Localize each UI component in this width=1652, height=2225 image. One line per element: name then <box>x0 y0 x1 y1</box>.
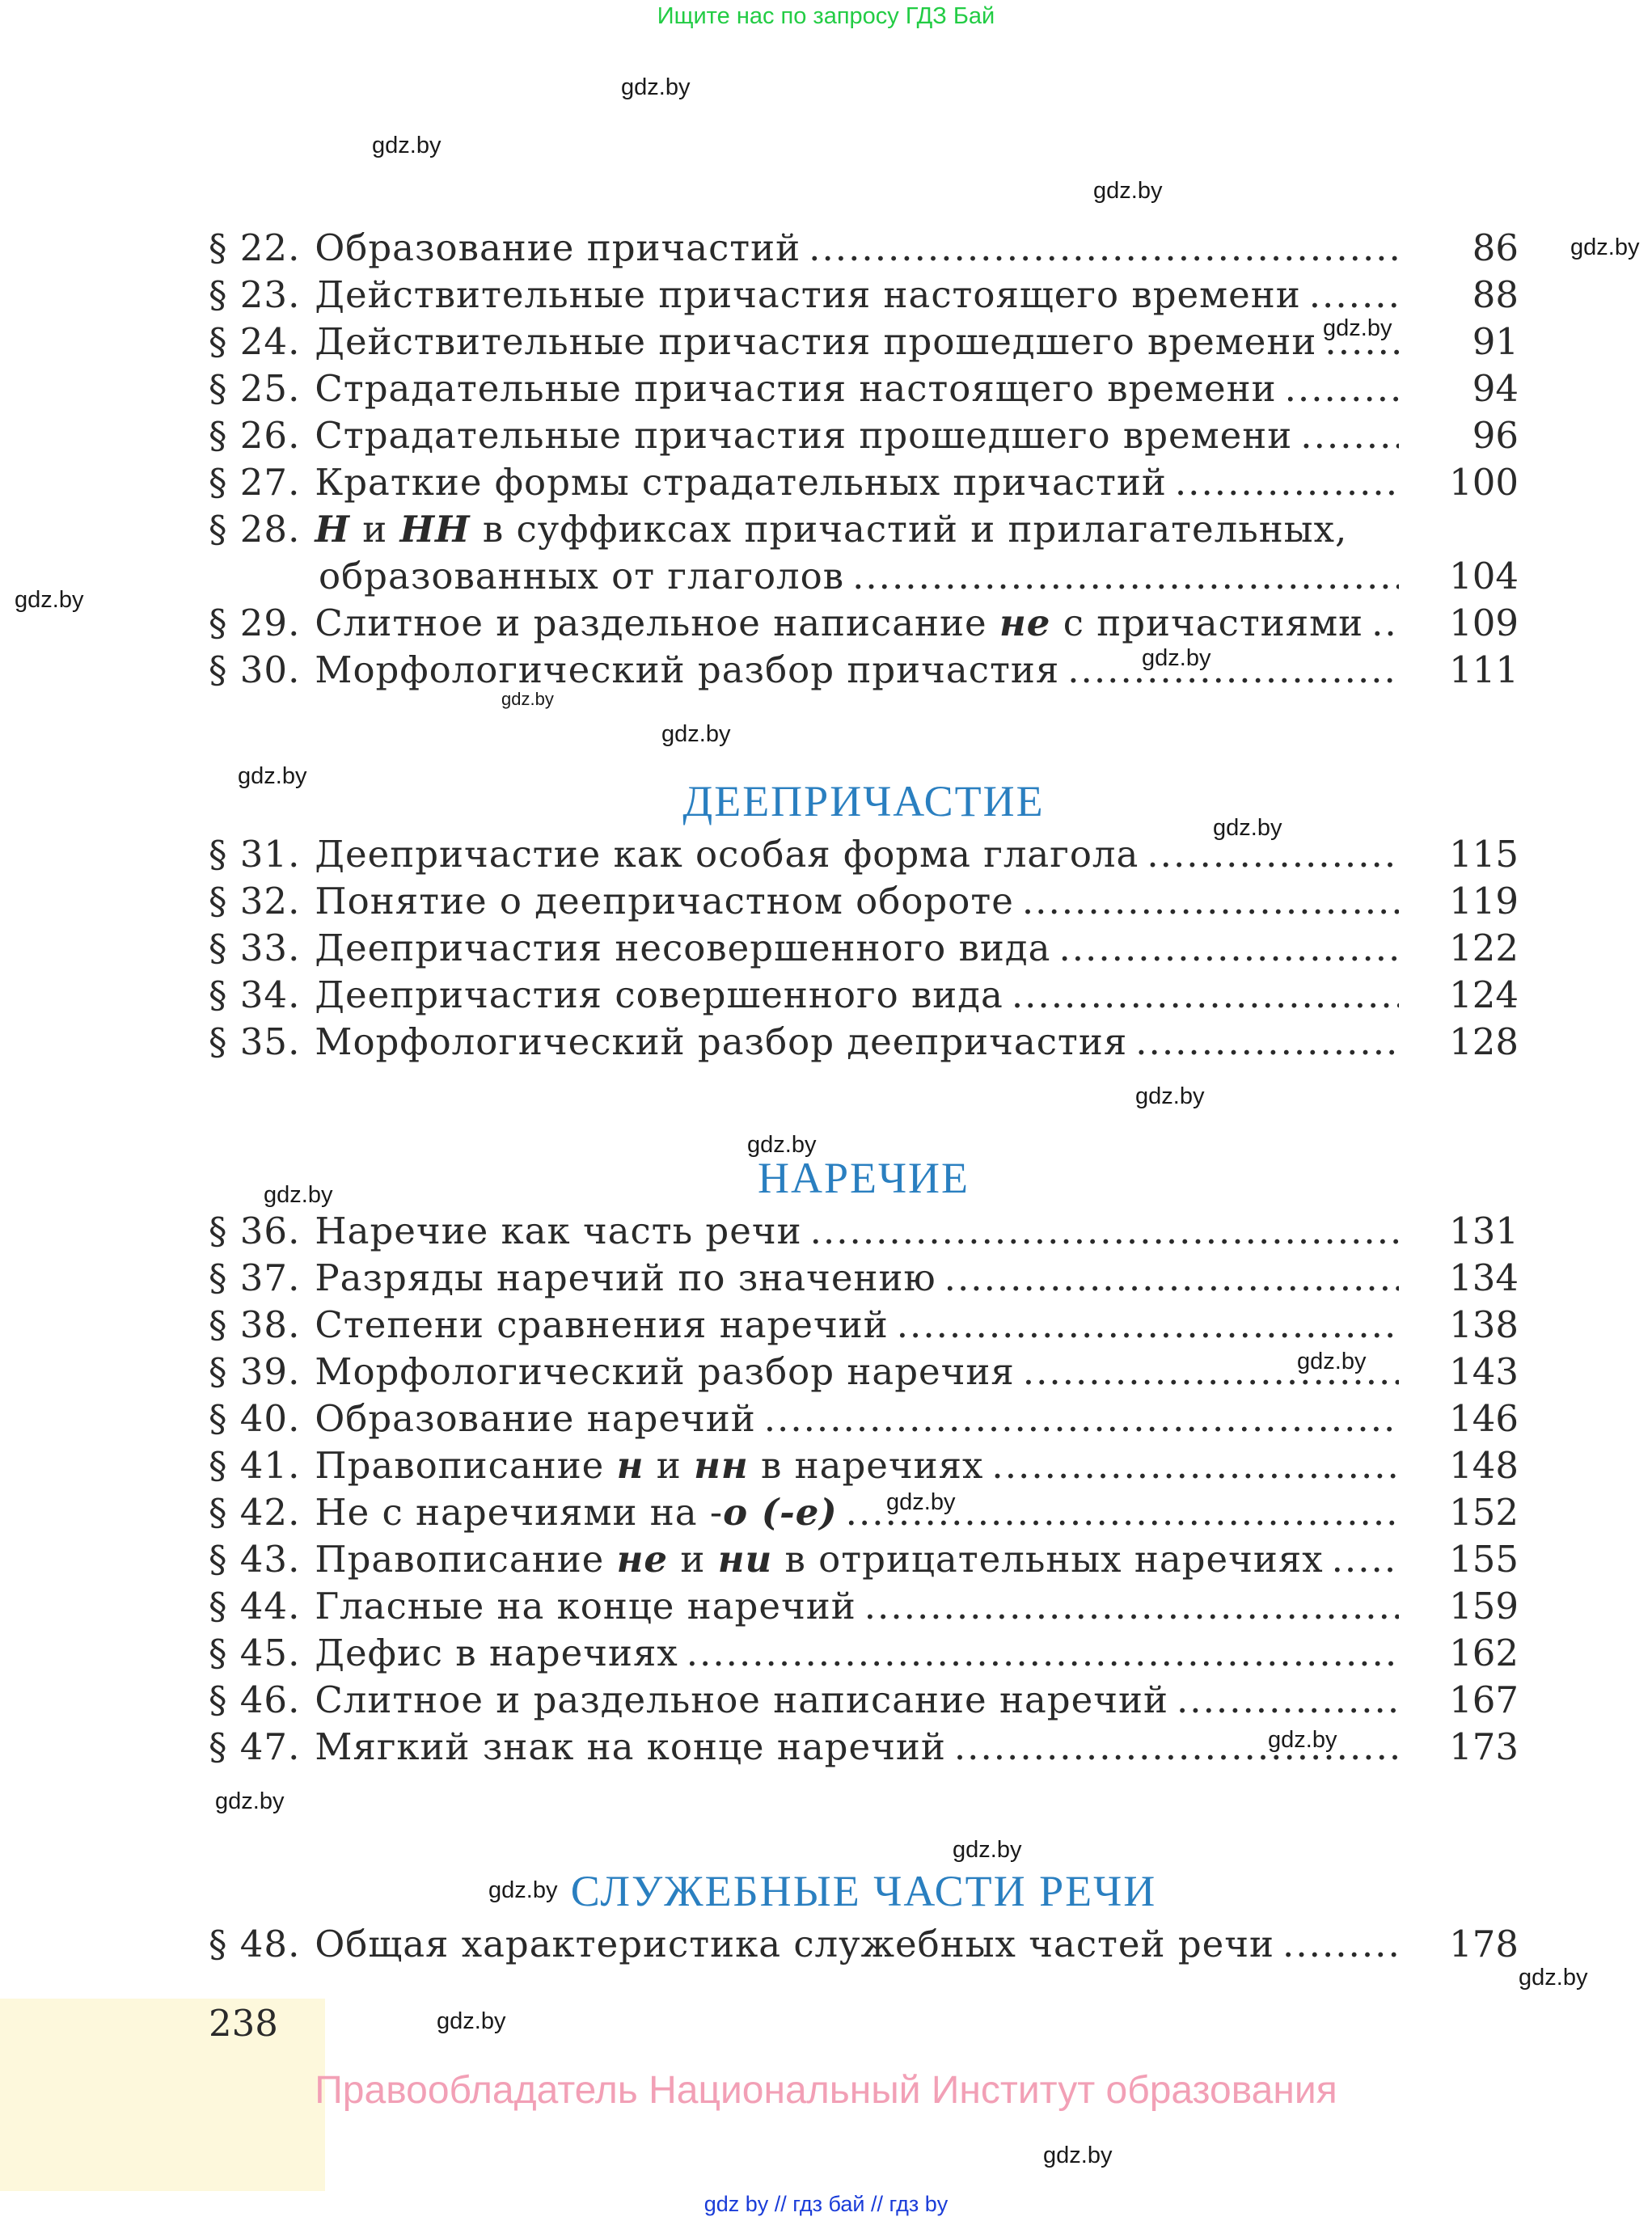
title-part: и <box>656 1444 682 1487</box>
emphasis-text: ни <box>717 1538 773 1581</box>
entry-title-rest: в суффиксах причастий и прилагательных, <box>482 508 1348 551</box>
toc-entry[interactable] <box>209 1349 1519 1395</box>
page-ref: 104 <box>1449 555 1519 597</box>
watermark: gdz.by <box>1570 234 1640 260</box>
section-number: § 22. <box>209 226 301 269</box>
toc-entry[interactable] <box>209 1019 1519 1066</box>
section-number: § 48. <box>209 1923 301 1965</box>
page-ref: 173 <box>1449 1725 1519 1768</box>
toc-entry[interactable] <box>209 225 1519 272</box>
emphasis-text: не <box>999 602 1051 644</box>
section-number: § 45. <box>209 1632 301 1674</box>
toc-entry[interactable] <box>209 1208 1519 1255</box>
section-number: § 38. <box>209 1303 301 1346</box>
leader-dots <box>1300 412 1399 459</box>
emphasis-text: о (-е) <box>723 1491 838 1534</box>
toc-entry[interactable] <box>209 365 1519 412</box>
leader-dots <box>846 1489 1399 1536</box>
section-number: § 26. <box>209 414 301 457</box>
section-number: § 33. <box>209 927 301 969</box>
page-ref: 109 <box>1449 602 1519 644</box>
bottom-links[interactable]: gdz by // гдз бай // гдз by <box>703 2192 949 2216</box>
toc-entry[interactable] <box>209 647 1519 694</box>
toc-entry[interactable] <box>209 1442 1519 1489</box>
watermark: gdz.by <box>953 1837 1022 1863</box>
section-number: § 34. <box>209 973 301 1016</box>
entry-title: Образование причастий <box>315 226 801 269</box>
leader-dots <box>1285 365 1399 412</box>
toc-entry[interactable] <box>209 412 1519 459</box>
page-ref: 138 <box>1449 1303 1519 1346</box>
emphasis-text: НН <box>399 508 471 551</box>
watermark: gdz.by <box>1268 1727 1337 1753</box>
watermark: gdz.by <box>1135 1083 1205 1109</box>
toc-entry[interactable] <box>209 459 1519 506</box>
section-number: § 36. <box>209 1210 301 1252</box>
toc-entry[interactable] <box>209 272 1519 319</box>
title-part: Правописание <box>315 1538 605 1581</box>
section-number: § 29. <box>209 602 301 644</box>
copyright-notice: Правообладатель Национальный Институт образования <box>315 2069 1337 2112</box>
page-ref: 131 <box>1449 1210 1519 1252</box>
section-number: § 44. <box>209 1585 301 1628</box>
toc-entry[interactable] <box>209 1630 1519 1677</box>
section-number: § 39. <box>209 1350 301 1393</box>
toc-entry[interactable] <box>209 1536 1519 1583</box>
leader-dots <box>1309 272 1399 319</box>
page-ref: 134 <box>1449 1256 1519 1299</box>
page-ref: 96 <box>1472 414 1519 457</box>
watermark: gdz.by <box>747 1132 817 1158</box>
watermark: gdz.by <box>661 721 731 747</box>
section-number: § 43. <box>209 1538 301 1581</box>
entry-title: Действительные причастия прошедшего времени <box>315 320 1317 363</box>
page-ref: 119 <box>1449 880 1519 923</box>
entry-title: Мягкий знак на конце наречий <box>315 1725 946 1768</box>
leader-dots <box>1175 459 1399 506</box>
entry-title: Морфологический разбор причастия <box>315 648 1060 691</box>
entry-title: Страдательные причастия прошедшего времени <box>315 414 1293 457</box>
section-number: § 41. <box>209 1444 301 1487</box>
leader-dots <box>810 1208 1399 1255</box>
section-number: § 25. <box>209 367 301 410</box>
leader-dots <box>687 1630 1399 1677</box>
page-ref: 115 <box>1449 833 1519 876</box>
entry-title-line2: образованных от глаголов <box>319 555 845 597</box>
search-hint: Ищите нас по запросу ГДЗ Бай <box>657 3 995 29</box>
section-number: § 31. <box>209 833 301 876</box>
leader-dots <box>1332 1536 1399 1583</box>
leader-dots <box>897 1302 1399 1349</box>
toc-entry-28-continuation[interactable] <box>319 553 1519 600</box>
leader-dots <box>1177 1677 1399 1724</box>
page-ref: 100 <box>1449 461 1519 504</box>
entry-title <box>315 1489 837 1536</box>
section-number: § 28. <box>209 508 301 551</box>
watermark: gdz.by <box>264 1182 333 1208</box>
leader-dots <box>764 1395 1399 1442</box>
leader-dots <box>1022 878 1399 925</box>
section-number: § 24. <box>209 320 301 363</box>
watermark: gdz.by <box>1323 315 1392 341</box>
section-heading: ДЕЕПРИЧАСТИЕ <box>682 777 1045 825</box>
watermark: gdz.by <box>1213 815 1282 841</box>
toc-entry[interactable] <box>209 600 1519 647</box>
watermark: gdz.by <box>488 1877 558 1903</box>
toc-entry[interactable] <box>209 878 1519 925</box>
entry-title: Деепричастие как особая форма глагола <box>315 833 1139 876</box>
leader-dots <box>864 1583 1399 1630</box>
entry-title: Страдательные причастия настоящего времени <box>315 367 1277 410</box>
section-number: § 27. <box>209 461 301 504</box>
page-ref: 86 <box>1472 226 1519 269</box>
title-part: с причастиями <box>1063 602 1364 644</box>
entry-title <box>315 600 1363 647</box>
leader-dots <box>1325 319 1399 365</box>
toc-entry[interactable] <box>209 1302 1519 1349</box>
entry-title: Образование наречий <box>315 1397 756 1440</box>
toc-entry[interactable] <box>209 319 1519 365</box>
leader-dots <box>1371 600 1399 647</box>
section-number: § 35. <box>209 1020 301 1063</box>
leader-dots <box>944 1255 1399 1302</box>
entry-title: Слитное и раздельное написание наречий <box>315 1678 1168 1721</box>
entry-title: Действительные причастия настоящего времени <box>315 273 1301 316</box>
watermark: gdz.by <box>1519 1965 1588 1991</box>
leader-dots <box>1012 972 1399 1019</box>
toc-entry[interactable] <box>209 1921 1519 1968</box>
conjunction: и <box>362 508 388 551</box>
section-heading: НАРЕЧИЕ <box>757 1154 970 1202</box>
entry-title <box>315 1536 1323 1583</box>
entry-title <box>315 1442 983 1489</box>
watermark: gdz.by <box>437 2008 506 2034</box>
page-ref: 178 <box>1449 1923 1519 1965</box>
entry-title: Морфологический разбор деепричастия <box>315 1020 1128 1063</box>
leader-dots <box>1135 1019 1399 1066</box>
page-ref: 91 <box>1472 320 1519 363</box>
watermark: gdz.by <box>1043 2143 1113 2168</box>
entry-title: Краткие формы страдательных причастий <box>315 461 1167 504</box>
toc-entry[interactable] <box>209 972 1519 1019</box>
page-ref: 155 <box>1449 1538 1519 1581</box>
title-part: и <box>680 1538 706 1581</box>
leader-dots <box>1023 1349 1399 1395</box>
page-ref: 122 <box>1449 927 1519 969</box>
leader-dots <box>1058 925 1399 972</box>
toc-entry[interactable] <box>209 1677 1519 1724</box>
toc-entry[interactable] <box>209 1583 1519 1630</box>
page-ref: 148 <box>1449 1444 1519 1487</box>
watermark: gdz.by <box>501 689 554 709</box>
toc-entry[interactable] <box>209 925 1519 972</box>
title-part: Не с наречиями на - <box>315 1491 724 1534</box>
entry-title: Деепричастия несовершенного вида <box>315 927 1051 969</box>
entry-title <box>315 506 1347 553</box>
page-ref: 146 <box>1449 1397 1519 1440</box>
leader-dots <box>1282 1921 1399 1968</box>
watermark: gdz.by <box>621 74 691 100</box>
entry-title: Дефис в наречиях <box>315 1632 678 1674</box>
page-ref: 152 <box>1449 1491 1519 1534</box>
section-number: § 46. <box>209 1678 301 1721</box>
page-ref: 88 <box>1472 273 1519 316</box>
page-number: 238 <box>209 2002 278 2045</box>
entry-title: Гласные на конце наречий <box>315 1585 856 1628</box>
watermark: gdz.by <box>215 1788 285 1814</box>
entry-title: Деепричастия совершенного вида <box>315 973 1003 1016</box>
section-heading: СЛУЖЕБНЫЕ ЧАСТИ РЕЧИ <box>570 1867 1157 1915</box>
watermark: gdz.by <box>1297 1349 1367 1374</box>
entry-title: Общая характеристика служебных частей речи <box>315 1923 1275 1965</box>
section-number: § 40. <box>209 1397 301 1440</box>
page-ref: 143 <box>1449 1350 1519 1393</box>
page-ref: 128 <box>1449 1020 1519 1063</box>
section-number: § 30. <box>209 648 301 691</box>
page-ref: 159 <box>1449 1585 1519 1628</box>
emphasis-text: нн <box>694 1444 749 1487</box>
watermark: gdz.by <box>372 133 442 158</box>
page-ref: 94 <box>1472 367 1519 410</box>
section-number: § 42. <box>209 1491 301 1534</box>
watermark: gdz.by <box>1142 645 1211 671</box>
watermark: gdz.by <box>15 587 84 613</box>
leader-dots <box>991 1442 1399 1489</box>
title-part: Слитное и раздельное написание <box>315 602 987 644</box>
emphasis-text: Н <box>315 508 350 551</box>
toc-entry[interactable] <box>209 1489 1519 1536</box>
toc-entry[interactable] <box>209 1395 1519 1442</box>
page-ref: 162 <box>1449 1632 1519 1674</box>
watermark: gdz.by <box>1093 178 1163 204</box>
leader-dots <box>852 553 1399 600</box>
page-ref: 167 <box>1449 1678 1519 1721</box>
watermark: gdz.by <box>238 763 307 789</box>
entry-title: Разряды наречий по значению <box>315 1256 936 1299</box>
emphasis-text: н <box>616 1444 644 1487</box>
leader-dots <box>954 1724 1399 1771</box>
toc-entry[interactable] <box>209 831 1519 878</box>
title-part: Правописание <box>315 1444 605 1487</box>
page-ref: 111 <box>1449 648 1519 691</box>
entry-title: Понятие о деепричастном обороте <box>315 880 1014 923</box>
leader-dots <box>1067 647 1399 694</box>
page-ref: 124 <box>1449 973 1519 1016</box>
toc-entry[interactable] <box>209 1724 1519 1771</box>
title-part: в наречиях <box>761 1444 984 1487</box>
toc-entry-28[interactable] <box>209 506 1519 553</box>
section-number: § 32. <box>209 880 301 923</box>
entry-title: Наречие как часть речи <box>315 1210 802 1252</box>
leader-dots <box>1147 831 1399 878</box>
toc-entry[interactable] <box>209 1255 1519 1302</box>
entry-title: Степени сравнения наречий <box>315 1303 889 1346</box>
leader-dots <box>809 225 1399 272</box>
emphasis-text: не <box>616 1538 669 1581</box>
title-part: в отрицательных наречиях <box>784 1538 1324 1581</box>
entry-title: Морфологический разбор наречия <box>315 1350 1015 1393</box>
section-number: § 23. <box>209 273 301 316</box>
section-number: § 37. <box>209 1256 301 1299</box>
section-number: § 47. <box>209 1725 301 1768</box>
watermark: gdz.by <box>886 1489 956 1515</box>
